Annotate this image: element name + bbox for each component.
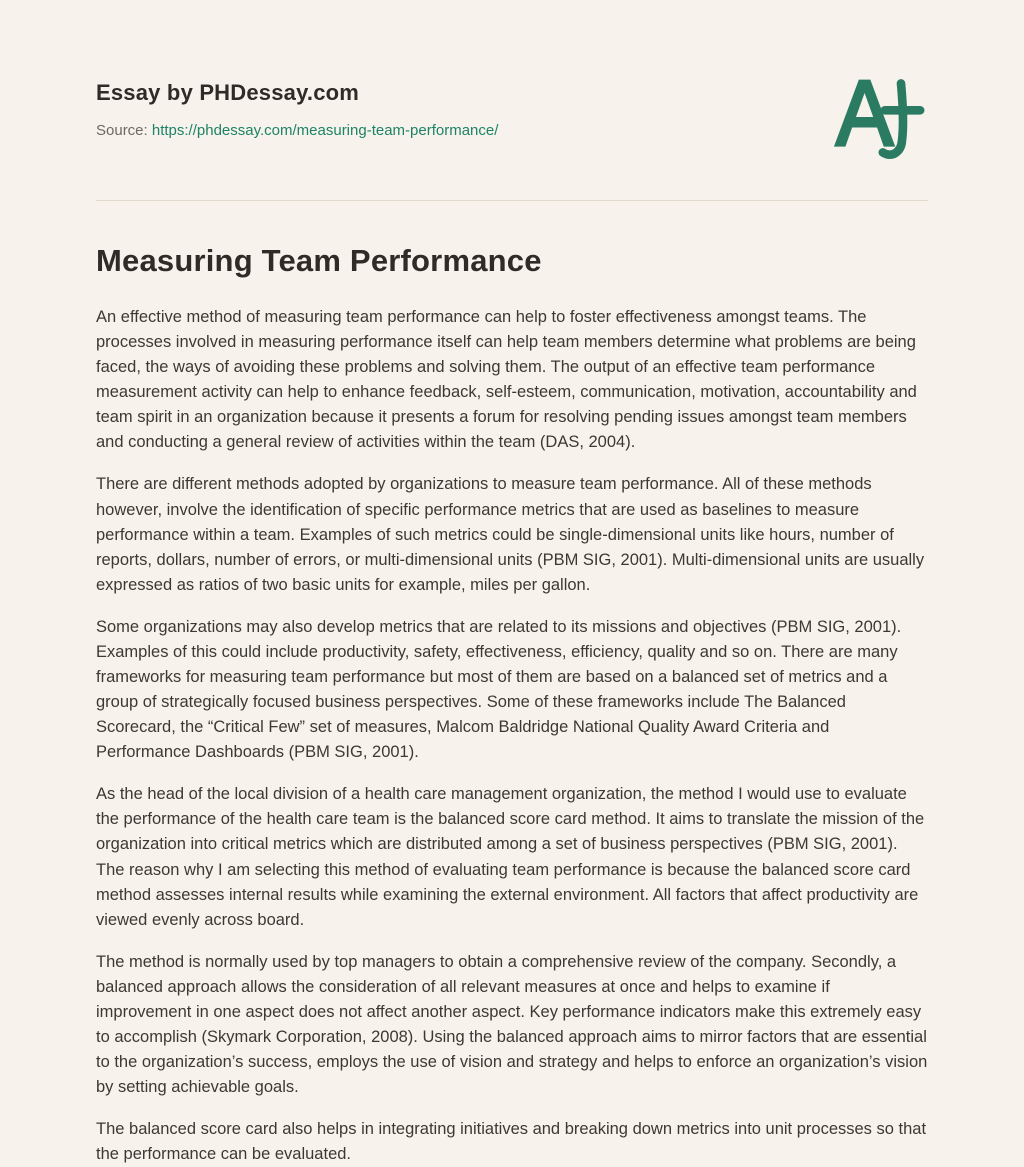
article-paragraph: As the head of the local division of a health care management organization, the method I would use to evaluate the performance of the health care team is the balanced score card method. It aims to translate the mission of the organization into critical metrics which are distributed among a set of business perspectives (PBM SIG, 2001). The reason why I am selecting this method of evaluating team performance is because the balanced score card method assesses internal results while examining the external environment. All factors that affect productivity are viewed evenly across board.	[96, 785, 925, 929]
page-title: Essay by PHDessay.com	[96, 80, 360, 105]
source-url-link[interactable]: https://phdessay.com/measuring-team-performance/	[151, 122, 499, 139]
page-header	[96, 78, 928, 162]
article-title: Measuring Team Performance	[96, 243, 542, 278]
article-paragraph: An effective method of measuring team performance can help to foster effectiveness amongst teams. The processes involved in measuring performance itself can help team members determine what problems are being faced, the ways of avoiding these problems and solving them. The output of an effective team performance measurement activity can help to enhance feedback, self-esteem, communication, motivation, accountability and team spirit in an organization because it presents a forum for resolving pending issues amongst team members and conducting a general review of activities within the team (DAS, 2004).	[96, 308, 917, 452]
header-text-block	[96, 78, 498, 139]
article-paragraph: The balanced score card also helps in integrating initiatives and breaking down metrics into unit processes so that the performance can be evaluated.	[96, 1120, 927, 1164]
article	[96, 243, 928, 1167]
article-paragraph: Some organizations may also develop metrics that are related to its missions and objectives (PBM SIG, 2001). Examples of this could include productivity, safety, effectiveness, efficiency, quality and so on. There are many frameworks for measuring team performance but most of them are based on a balanced set of metrics and a group of strategically focused business perspectives. Some of these frameworks include The Balanced Scorecard, the “Critical Few” set of measures, Malcom Baldridge National Quality Award Criteria and Performance Dashboards (PBM SIG, 2001).	[96, 617, 902, 762]
phdessay-a-plus-logo-icon	[830, 70, 926, 162]
article-paragraph: The method is normally used by top managers to obtain a comprehensive review of the company. Secondly, a balanced approach allows the consideration of all relevant measures at once and helps to examine if improvement in one aspect does not affect another aspect. Key performance indicators make this extremely easy to accomplish (Skymark Corporation, 2008). Using the balanced approach aims to mirror factors that are essential to the organization’s success, employs the use of vision and strategy and helps to enforce an organization’s vision by setting achievable goals.	[96, 952, 928, 1097]
source-line	[96, 122, 498, 139]
source-label: Source:	[96, 122, 148, 139]
header-divider	[96, 200, 928, 201]
article-paragraph: There are different methods adopted by organizations to measure team performance. All of these methods however, involve the identification of specific performance metrics that are used as baselines to measure performance within a team. Examples of such metrics could be single-dimensional units like hours, number of reports, dollars, number of errors, or multi-dimensional units (PBM SIG, 2001). Multi-dimensional units are usually expressed as ratios of two basic units for example, miles per gallon.	[96, 475, 925, 594]
